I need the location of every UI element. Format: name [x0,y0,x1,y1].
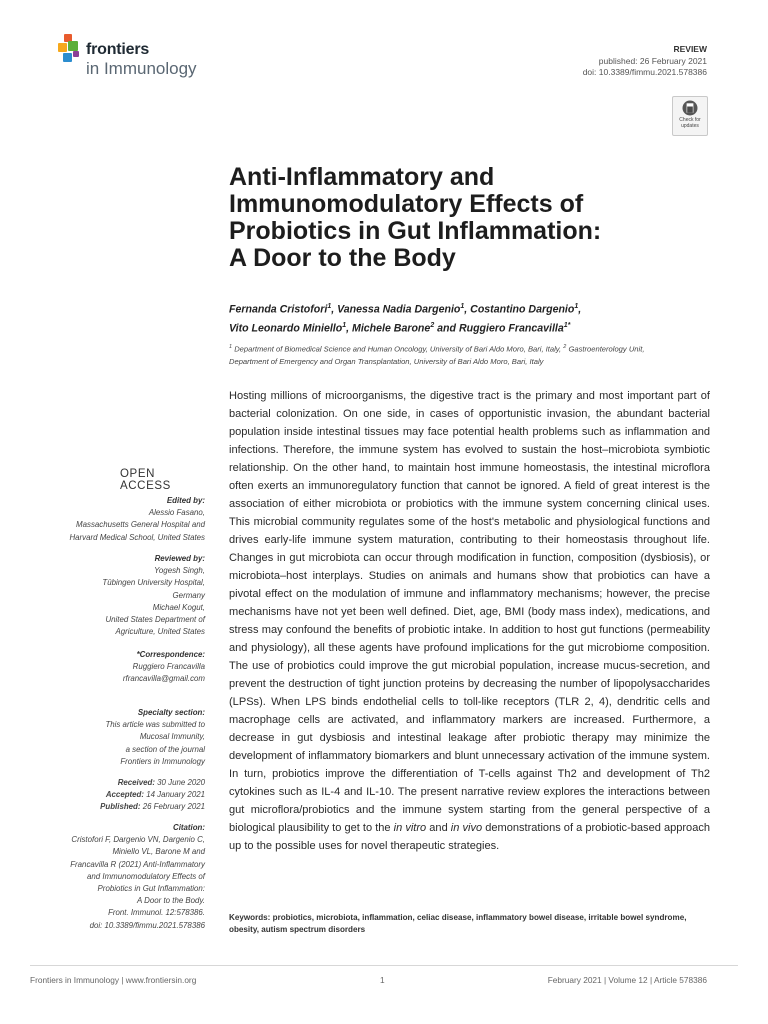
reviewer-line: United States Department of [105,615,205,625]
check-for-updates-button[interactable] [672,96,708,136]
author-sep: , [331,303,338,316]
reviewer-line: Yogesh Singh, [154,566,205,576]
reviewed-by-block [15,553,205,638]
author-sep: , [464,303,471,316]
author-name[interactable]: Ruggiero Francavilla [458,322,564,335]
journal-name: in Immunology [86,59,197,78]
affiliation-2a: Gastroenterology Unit, [568,344,645,354]
author-name[interactable]: Vito Leonardo Miniello [229,322,343,335]
keywords-label: Keywords: [229,913,271,922]
published-date: published: 26 February 2021 [598,56,707,66]
citation-label: Citation: [173,823,205,832]
journal-brand: frontiers [86,41,150,58]
check-updates-label: Check for updates [679,117,701,129]
abstract-text: demonstrations of a probiotic-based approach up to the possible uses for novel therapeutic strategies. [229,822,711,852]
citation-line: and Immunomodulatory Effects of [87,871,205,881]
citation-line: Cristofori F, Dargenio VN, Dargenio C, [71,835,205,845]
correspondence-name: Ruggiero Francavilla [132,662,205,672]
editor-line: Alessio Fasano, [148,508,205,518]
frontiers-logo-icon [58,34,84,64]
accepted-row [15,789,205,801]
footer-journal-link[interactable]: Frontiers in Immunology | www.frontiersin.org [30,975,197,985]
author-line-2 [229,318,699,337]
doi-link[interactable]: doi: 10.3389/fimmu.2021.578386 [582,67,707,77]
abstract-text: Hosting millions of microorganisms, the digestive tract is the primary and most important part of bacterial colonization. On one side, in cases of opportunistic invasion, the abundant bacterial population inside intestinal tissues may face potential health problems such as inflammation and infections. Therefore, the immune system has evolved to sustain the host–microbiota symbiotic relationship. On the other hand, to maintain host immune homeostasis, the intestinal microflora often exerts an immunoregulatory function that cannot be ignored. A field of great interest is the association of either microbiota or probiotics with the immune system concerning clinical uses. This microbial community regulates some of the host's metabolic and physiological functions and drives early-life immune system maturation, contributing to their homeostasis throughout life. Changes in gut microbiota can occur through modification in function, composition (dysbiosis), or microbiota–host interplays. Studies on animals and humans show that probiotics can have a pivotal effect on the modulation of immune and inflammatory mechanisms; however, the precise mechanisms have not yet been well defined. Diet, age, BMI (body mass index), medications, and stress may confound the benefits of probiotic intake. In addition to host gut functions (permeability and physiology), all these agents have profound implications for the gut microbiome composition. The use of probiotics could improve the gut microbial population, increase mucus-secretion, and prevent the destruction of tight junction proteins by decreasing the number of lipopolysaccharides (LPSs). When LPS binds endothelial cells to toll-like receptors (TLR 2, 4), dendritic cells and macrophage cells are activated, and inflammatory markers are increased. Furthermore, a decrease in gut dysbiosis and intestinal leakage after probiotic therapy may minimize the development of inflammatory biomarkers and blunt unnecessary activation of the immune system. In turn, probiotics improve the differentiation of T-cells against Th2 and development of Th2 cytokines such as IL-4 and IL-10. The present narrative review explores the interactions between gut microflora/probiotics and the immune system starting from the general perspective of a biological plausibility to get to the [229,390,710,834]
open-access-label: OPEN ACCESS [120,468,171,492]
author-name[interactable]: Michele Barone [352,322,431,335]
keywords [229,912,710,936]
dates-block [15,777,205,814]
affiliation-1: Department of Biomedical Science and Human Oncology, University of Bari Aldo Moro, Bari, Italy, [234,344,562,354]
author-aff: 1 [460,303,465,310]
editor-line: Massachusetts General Hospital and [76,520,205,530]
accepted-label: Accepted: [105,790,144,800]
footer-issue-info: February 2021 | Volume 12 | Article 578386 [547,975,707,985]
abstract-emphasis: in vivo [450,822,483,834]
affiliations [229,341,719,368]
specialty-line: Frontiers in Immunology [120,756,205,766]
specialty-line: Mucosal Immunity, [139,732,205,742]
affiliation-num: 1 [229,344,233,350]
affiliation-num: 2 [563,344,567,350]
published-row [15,801,205,813]
author-name[interactable]: Costantino Dargenio [470,303,575,316]
specialty-line: This article was submitted to [105,720,205,730]
author-list [229,299,699,336]
published-date-side: 26 February 2021 [142,802,205,812]
article-type: REVIEW [673,44,707,54]
keywords-list: probiotics, microbiota, inflammation, celiac disease, inflammatory bowel disease, irritable bowel syndrome, obesity, autism spectrum disorders [229,913,687,934]
title-line: A Door to the Body [229,244,456,272]
correspondence-email[interactable]: rfrancavilla@gmail.com [122,674,205,684]
abstract-emphasis: in vitro [393,822,427,834]
citation-line: Probiotics in Gut Inflammation: [97,884,205,894]
author-aff: 2 [430,321,435,329]
citation-line: Miniello VL, Barone M and [112,847,205,857]
citation-line: Francavilla R (2021) Anti-Inflammatory [70,859,205,869]
published-label: Published: [100,802,141,812]
specialty-label: Specialty section: [137,708,205,717]
title-line: Anti-Inflammatory and [229,163,495,191]
received-label: Received: [117,778,155,787]
received-date: 30 June 2020 [157,778,205,787]
author-aff: 1 [327,303,332,310]
author-sep: and [434,322,459,335]
correspondence-label: *Correspondence: [136,650,205,659]
citation-block [15,822,205,932]
citation-line: Front. Immunol. 12:578386. [108,908,205,918]
correspondence-block [15,649,205,686]
author-aff: 1* [563,321,571,329]
author-line-1 [229,299,699,318]
affiliation-2b: Department of Emergency and Organ Transplantation, University of Bari Aldo Moro, Bari, Italy [229,356,544,366]
accepted-date: 14 January 2021 [146,790,205,800]
citation-doi[interactable]: doi: 10.3389/fimmu.2021.578386 [89,920,205,930]
edited-by-label: Edited by: [166,496,205,505]
abstract-text: and [426,822,451,834]
reviewer-line: Tübingen University Hospital, [102,578,205,588]
author-name[interactable]: Vanessa Nadia Dargenio [337,303,461,316]
abstract [229,387,710,855]
author-aff: 1 [342,321,347,329]
article-title [229,164,699,272]
check-updates-icon [682,100,698,116]
reviewer-line: Michael Kogut, [152,602,205,612]
reviewer-line: Agriculture, United States [115,627,205,637]
reviewer-line: Germany [172,590,205,600]
footer-divider [30,965,738,966]
received-row [15,777,205,789]
page-number: 1 [380,975,385,985]
reviewed-by-label: Reviewed by: [154,554,205,563]
title-line: Immunomodulatory Effects of [229,190,584,218]
author-aff: 1 [574,303,579,310]
author-name[interactable]: Fernanda Cristofori [229,303,328,316]
specialty-section-block [15,707,205,768]
editor-line: Harvard Medical School, United States [69,532,205,542]
specialty-line: a section of the journal [125,744,205,754]
edited-by-block [15,495,205,544]
author-sep: , [578,303,582,316]
citation-line: A Door to the Body. [137,896,205,906]
title-line: Probiotics in Gut Inflammation: [229,217,602,245]
author-sep: , [346,322,352,335]
